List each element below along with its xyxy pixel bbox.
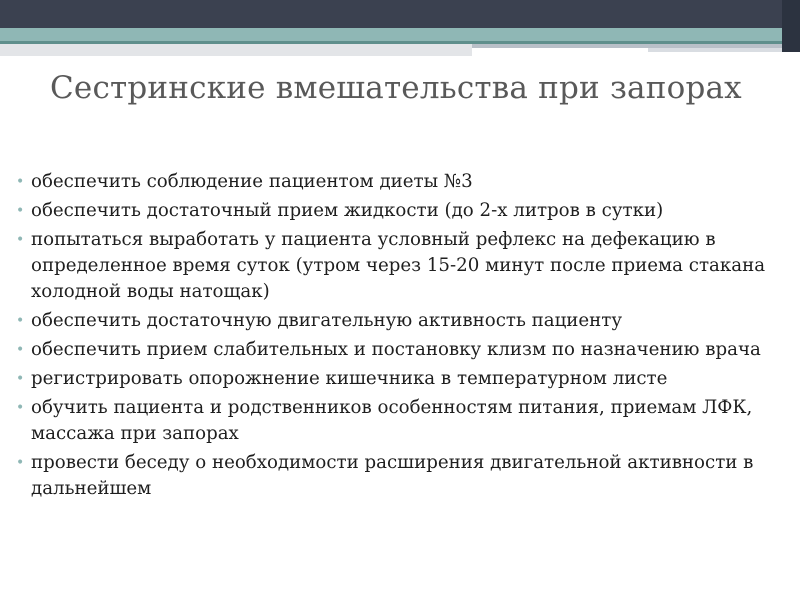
header-strip-right <box>648 48 782 52</box>
bullet-dot-icon: • <box>16 313 25 329</box>
bullet-text: обеспечить достаточную двигательную активность пациенту <box>31 310 623 331</box>
bullet-item <box>16 227 784 305</box>
bullet-text: обеспечить прием слабительных и постановку клизм по назначению врача <box>31 339 761 360</box>
header-band-dark <box>0 0 800 28</box>
bullet-text: обеспечить соблюдение пациентом диеты №3 <box>31 171 473 192</box>
bullet-item <box>16 169 784 195</box>
bullet-list <box>16 169 784 505</box>
slide-title: Сестринские вмешательства при запорах <box>50 70 742 106</box>
bullet-text: попытаться выработать у пациента условный рефлекс на дефекацию в определенное время суток (утром через 15-20 минут после приема стакана холодной воды натощак) <box>31 229 766 302</box>
bullet-item <box>16 395 784 447</box>
header-band-teal <box>0 28 782 41</box>
header-band-right-edge <box>782 0 800 52</box>
bullet-text: обучить пациента и родственников особенностям питания, приемам ЛФК, массажа при запорах <box>31 397 753 444</box>
bullet-text: провести беседу о необходимости расширения двигательной активности в дальнейшем <box>31 452 754 499</box>
bullet-item <box>16 337 784 363</box>
bullet-dot-icon: • <box>16 400 25 416</box>
bullet-item <box>16 366 784 392</box>
bullet-item <box>16 198 784 224</box>
bullet-dot-icon: • <box>16 342 25 358</box>
bullet-dot-icon: • <box>16 203 25 219</box>
bullet-dot-icon: • <box>16 455 25 471</box>
bullet-text: обеспечить достаточный прием жидкости (до 2-х литров в сутки) <box>31 200 664 221</box>
bullet-dot-icon: • <box>16 174 25 190</box>
bullet-item <box>16 450 784 502</box>
bullet-dot-icon: • <box>16 371 25 387</box>
header-strip-light <box>0 44 472 56</box>
bullet-text: регистрировать опорожнение кишечника в температурном листе <box>31 368 668 389</box>
bullet-dot-icon: • <box>16 232 25 248</box>
bullet-item <box>16 308 784 334</box>
